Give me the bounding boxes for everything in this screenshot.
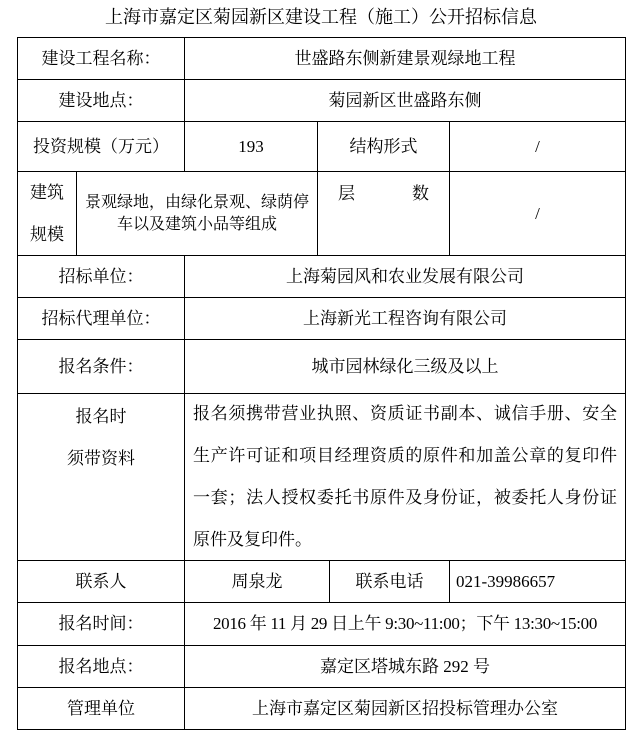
floors-label-b: 数 [412, 184, 429, 203]
management-label: 管理单位 [17, 687, 185, 730]
phone-label: 联系电话 [329, 560, 450, 603]
management-value: 上海市嘉定区菊园新区招投标管理办公室 [184, 687, 626, 730]
contact-label: 联系人 [17, 560, 185, 603]
conditions-label: 报名条件： [17, 339, 185, 394]
building-scale-value: 景观绿地，由绿化景观、绿荫停车以及建筑小品等组成 [76, 171, 318, 256]
investment-label: 投资规模（万元） [17, 121, 185, 172]
agent-value: 上海新光工程咨询有限公司 [184, 297, 626, 340]
page-title: 上海市嘉定区菊园新区建设工程（施工）公开招标信息 [105, 7, 537, 27]
building-scale-label [17, 171, 77, 256]
building-scale-label-line1: 建筑 [30, 182, 64, 202]
tenderer-label: 招标单位： [17, 255, 185, 298]
project-name-label: 建设工程名称： [17, 37, 185, 80]
contact-value: 周泉龙 [184, 560, 330, 603]
documents-value: 报名须携带营业执照、资质证书副本、诚信手册、安全生产许可证和项目经理资质的原件和加盖公章的复印件一套；法人授权委托书原件及身份证，被委托人身份证原件及复印件。 [184, 393, 626, 561]
floors-label [317, 171, 450, 256]
project-name-value: 世盛路东侧新建景观绿地工程 [184, 37, 626, 80]
time-label: 报名时间： [17, 602, 185, 646]
documents-label-line2: 须带资料 [67, 449, 135, 468]
time-value: 2016 年 11 月 29 日上午 9:30~11:00；下午 13:30~15:00 [184, 602, 626, 646]
agent-label: 招标代理单位： [17, 297, 185, 340]
investment-value: 193 [184, 121, 318, 172]
location-value: 菊园新区世盛路东侧 [184, 79, 626, 122]
location-label: 建设地点： [17, 79, 185, 122]
floors-label-a: 层 [338, 184, 355, 203]
structure-label: 结构形式 [317, 121, 450, 172]
conditions-value: 城市园林绿化三级及以上 [184, 339, 626, 394]
building-scale-label-line2: 规模 [30, 224, 64, 244]
documents-label [17, 393, 185, 561]
phone-value: 021-39986657 [449, 560, 626, 603]
place-value: 嘉定区塔城东路 292 号 [184, 645, 626, 688]
floors-value: / [449, 171, 626, 256]
place-label: 报名地点： [17, 645, 185, 688]
structure-value: / [449, 121, 626, 172]
documents-label-line1: 报名时 [75, 407, 127, 426]
tenderer-value: 上海菊园风和农业发展有限公司 [184, 255, 626, 298]
